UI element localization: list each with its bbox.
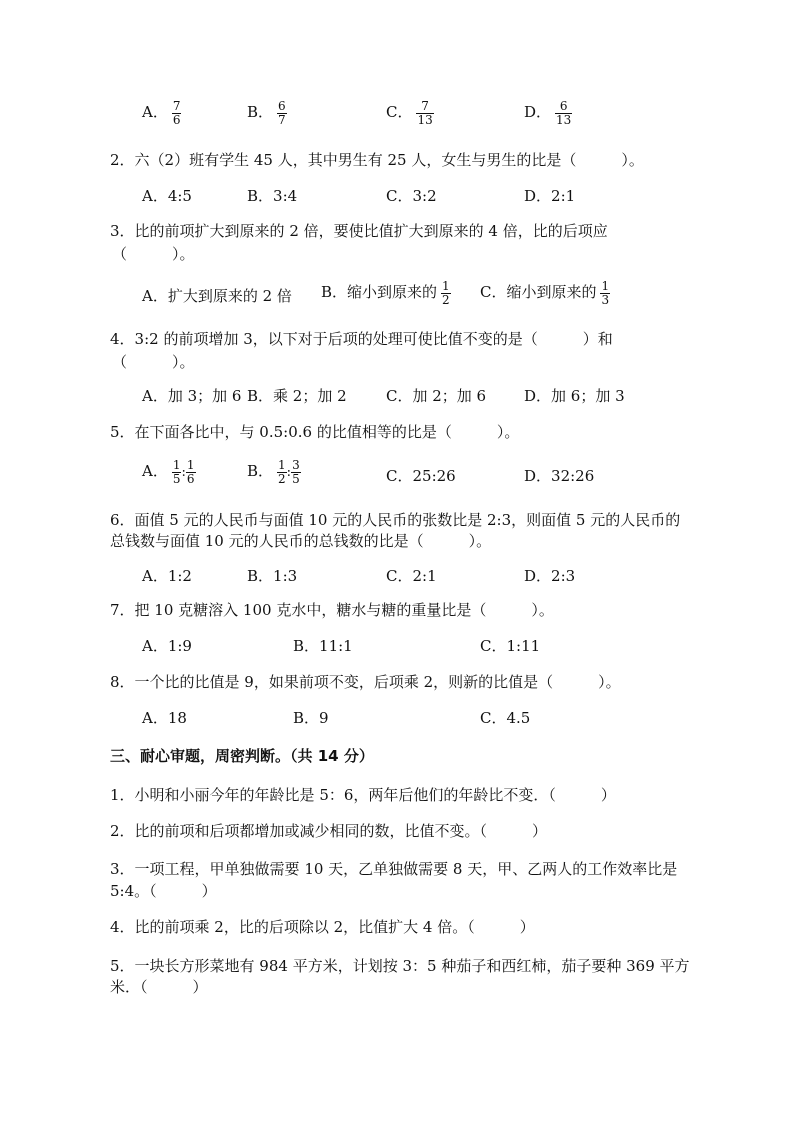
q2-option-b: B．3:4 [247, 187, 298, 205]
section-3-heading: 三、耐心审题，周密判断。（共 14 分） [110, 747, 374, 765]
fraction: $\frac{1}{2}$ [278, 458, 286, 486]
judge-item-2: 2．比的前项和后项都增加或减少相同的数，比值不变。（ ） [110, 822, 548, 840]
fraction: $\frac{7}{6}$ [172, 99, 181, 127]
q8-option-c: C．4.5 [480, 709, 531, 727]
judge-item-5-line2: 米．（ ） [110, 978, 208, 996]
option-b-row0: B． $\frac{6}{7}$ [247, 99, 286, 127]
q5-option-c: C．25:26 [386, 467, 456, 485]
option-d-row0: D． $\frac{6}{13}$ [524, 99, 572, 127]
fraction: $\frac{6}{13}$ [556, 99, 572, 127]
q8-option-b: B．9 [293, 709, 329, 727]
q2-option-d: D．2:1 [524, 187, 576, 205]
question-3-line1: 3．比的前项扩大到原来的 2 倍，要使比值扩大到原来的 4 倍，比的后项应 [110, 222, 608, 240]
fraction: $\frac{1}{3}$ [601, 279, 610, 307]
q6-option-b: B．1:3 [247, 567, 298, 585]
q2-option-a: A．4:5 [142, 187, 192, 205]
q7-option-a: A．1:9 [142, 637, 192, 655]
q3-option-b: B．缩小到原来的 $\frac{1}{2}$ [321, 279, 450, 307]
q7-option-c: C．1:11 [480, 637, 541, 655]
q8-option-a: A．18 [142, 709, 187, 727]
q4-option-c: C．加 2；加 6 [386, 387, 487, 405]
q6-option-d: D．2:3 [524, 567, 576, 585]
q3-option-a: A．扩大到原来的 2 倍 [142, 287, 292, 305]
q4-option-b: B．乘 2；加 2 [247, 387, 347, 405]
q2-option-c: C．3:2 [386, 187, 437, 205]
judge-item-3-line1: 3．一项工程，甲单独做需要 10 天，乙单独做需要 8 天，甲、乙两人的工作效率比是 [110, 860, 678, 878]
question-7: 7．把 10 克糖溶入 100 克水中，糖水与糖的重量比是（ ）。 [110, 601, 554, 619]
q5-option-b: B． $\frac{1}{2}$ : $\frac{3}{5}$ [247, 458, 300, 486]
q7-option-b: B．11:1 [293, 637, 353, 655]
q5-option-d: D．32:26 [524, 467, 595, 485]
judge-item-4: 4．比的前项乘 2，比的后项除以 2，比值扩大 4 倍。（ ） [110, 918, 535, 936]
fraction: $\frac{1}{6}$ [186, 458, 195, 486]
question-6-line2: 总钱数与面值 10 元的人民币的总钱数的比是（ ）。 [110, 532, 492, 550]
fraction: $\frac{7}{13}$ [417, 99, 433, 127]
fraction: $\frac{6}{7}$ [278, 99, 286, 127]
q3-option-c: C．缩小到原来的 $\frac{1}{3}$ [480, 279, 610, 307]
question-3-line2: （ ）。 [112, 245, 195, 263]
option-c-row0: C． $\frac{7}{13}$ [386, 99, 433, 127]
question-6-line1: 6．面值 5 元的人民币与面值 10 元的人民币的张数比是 2:3，则面值 5 元的人民币的 [110, 511, 681, 529]
question-4-line2: （ ）。 [112, 353, 195, 371]
question-2: 2．六（2）班有学生 45 人，其中男生有 25 人，女生与男生的比是（ ）。 [110, 151, 644, 169]
question-8: 8．一个比的比值是 9，如果前项不变，后项乘 2，则新的比值是（ ）。 [110, 673, 621, 691]
fraction: $\frac{1}{2}$ [442, 279, 450, 307]
option-a-row0: A． $\frac{7}{6}$ [142, 99, 181, 127]
judge-item-3-line2: 5:4。（ ） [110, 882, 217, 900]
judge-item-5-line1: 5．一块长方形菜地有 984 平方米，计划按 3：5 种茄子和西红柿，茄子要种 369 平方 [110, 957, 690, 975]
fraction: $\frac{1}{5}$ [172, 458, 181, 486]
q4-option-d: D．加 6；加 3 [524, 387, 625, 405]
question-4-line1: 4．3:2 的前项增加 3，以下对于后项的处理可使比值不变的是（ ）和 [110, 330, 613, 348]
fraction: $\frac{3}{5}$ [292, 458, 300, 486]
q6-option-c: C．2:1 [386, 567, 437, 585]
q6-option-a: A．1:2 [142, 567, 192, 585]
question-5: 5．在下面各比中，与 0.5:0.6 的比值相等的比是（ ）。 [110, 423, 520, 441]
q5-option-a: A． $\frac{1}{5}$ : $\frac{1}{6}$ [142, 458, 195, 486]
q4-option-a: A．加 3；加 6 [142, 387, 242, 405]
judge-item-1: 1．小明和小丽今年的年龄比是 5：6，两年后他们的年龄比不变．（ ） [110, 786, 616, 804]
